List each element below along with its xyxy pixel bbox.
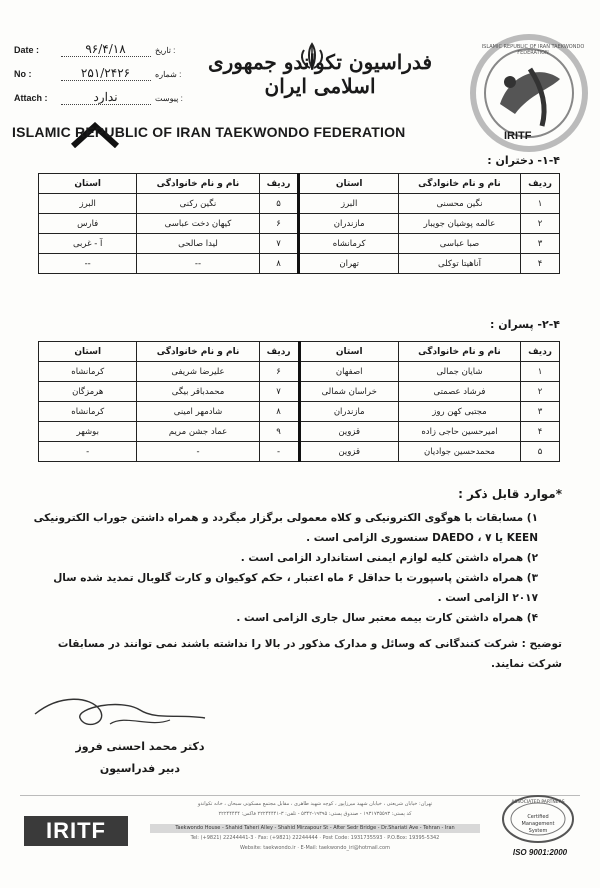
signatory-name: دکتر محمد احسنی فروز bbox=[75, 740, 205, 753]
table-cell: -- bbox=[137, 254, 259, 274]
signature-scribble-icon bbox=[30, 684, 210, 738]
note-item: ۱) مسابقات با هوگوی الکترونیکی و کلاه معمولی برگزار میگردد و همراه داشتن جوراب الکترونیکی KEEN یا DAEDO ، ۷ سنسوری الزامی است . bbox=[33, 512, 538, 544]
table-cell: خراسان شمالی bbox=[299, 382, 398, 402]
column-header: استان bbox=[299, 342, 398, 362]
footer-web-en: Website: taekwondo.ir · E-Mail: taekwondo_iri@hotmail.com bbox=[240, 845, 390, 851]
column-header: نام و نام خانوادگی bbox=[137, 174, 259, 194]
logo-caption: IRITF bbox=[504, 130, 532, 142]
table-cell: ۱ bbox=[521, 362, 560, 382]
table-cell: شادمهر امینی bbox=[137, 402, 259, 422]
table-cell: ۴ bbox=[521, 254, 560, 274]
note-item: ۲) همراه داشتن کلیه لوازم ایمنی استاندارد الزامی است . bbox=[240, 552, 538, 564]
date-label-fa: تاریخ : bbox=[155, 46, 176, 55]
table-cell: ۵ bbox=[259, 194, 299, 214]
footer-contact-en: Tel: (+9821) 22244441-3 · Fax: (+9821) 22244444 · Post Code: 1931735593 · P.O.Box: 19395-5342 bbox=[190, 835, 440, 841]
table-cell: - bbox=[259, 442, 299, 462]
cert-top-text: ASSOCIATED PARTNERS bbox=[511, 800, 565, 805]
table-cell: کرمانشاه bbox=[39, 402, 137, 422]
table-cell: هرمزگان bbox=[39, 382, 137, 402]
federation-name-en: ISLAMIC REPUBLIC OF IRAN TAEKWONDO FEDERATION bbox=[12, 124, 406, 140]
table-cell: کرمانشاه bbox=[299, 234, 398, 254]
signatory-role: دبیر فدراسیون bbox=[99, 762, 181, 775]
table-cell: کرمانشاه bbox=[39, 362, 137, 382]
note-item: ۳) همراه داشتن پاسپورت با حداقل ۶ ماه اعتبار ، حکم کوکیوان و کارت گلوبال تمدید شده سال ۲۰۱۷ الزامی است . bbox=[53, 572, 538, 604]
table-cell: - bbox=[39, 442, 137, 462]
table-cell: ۸ bbox=[259, 254, 299, 274]
table-row bbox=[39, 402, 560, 422]
federation-name-fa: فدراسیون تکواندو جمهوری اسلامی ایران bbox=[207, 50, 433, 98]
table-cell: شایان جمالی bbox=[398, 362, 520, 382]
table-row bbox=[39, 362, 560, 382]
table-row bbox=[39, 254, 560, 274]
cert-mid-text: Certified Management System bbox=[521, 814, 555, 834]
boys-table bbox=[38, 341, 560, 462]
table-cell: نگین رکنی bbox=[137, 194, 259, 214]
column-header: استان bbox=[39, 342, 137, 362]
table-cell: آ - غربی bbox=[39, 234, 137, 254]
table-cell: مجتبی کهن روز bbox=[398, 402, 520, 422]
table-cell: فرشاد عصمتی bbox=[398, 382, 520, 402]
table-cell: علیرضا شریفی bbox=[137, 362, 259, 382]
table-row bbox=[39, 234, 560, 254]
cert-iso-text: ISO 9001:2000 bbox=[512, 848, 568, 857]
table-row bbox=[39, 214, 560, 234]
table-header-row bbox=[39, 174, 560, 194]
date-row bbox=[14, 42, 175, 57]
footer-address-en: Taekwondo House - Shahid Taheri Alley - Shahid Mirzapour St - After Sedr Bridge - Dr.Shariati Ave - Tehran - Iran bbox=[150, 824, 480, 833]
table-row bbox=[39, 442, 560, 462]
table-cell: عماد جشن مریم bbox=[137, 422, 259, 442]
column-header: نام و نام خانوادگی bbox=[398, 342, 520, 362]
table-cell: بوشهر bbox=[39, 422, 137, 442]
table-cell: ۳ bbox=[521, 402, 560, 422]
girls-section-title: ۱-۴- دختران : bbox=[487, 154, 560, 167]
notes-section bbox=[32, 484, 562, 674]
table-cell: قزوین bbox=[299, 442, 398, 462]
attach-label-fa: پیوست : bbox=[155, 94, 183, 103]
column-header: استان bbox=[39, 174, 137, 194]
table-cell: ۵ bbox=[521, 442, 560, 462]
table-cell: کیهان دخت عباسی bbox=[137, 214, 259, 234]
table-cell: البرز bbox=[39, 194, 137, 214]
column-header: ردیف bbox=[259, 342, 299, 362]
table-cell: ۷ bbox=[259, 382, 299, 402]
table-cell: ۲ bbox=[521, 214, 560, 234]
number-label: No : bbox=[14, 69, 32, 79]
number-value: ۲۵۱/۲۴۲۶ bbox=[61, 66, 151, 81]
table-cell: امیرحسین حاجی زاده bbox=[398, 422, 520, 442]
boys-section-title: ۲-۴- پسران : bbox=[490, 318, 560, 331]
table-cell: ۶ bbox=[259, 214, 299, 234]
table-cell: مازندران bbox=[299, 402, 398, 422]
table-cell: نگین محسنی bbox=[398, 194, 520, 214]
table-cell: ۴ bbox=[521, 422, 560, 442]
column-header: نام و نام خانوادگی bbox=[137, 342, 259, 362]
column-header: استان bbox=[299, 174, 398, 194]
table-cell: ۹ bbox=[259, 422, 299, 442]
notes-title: *موارد قابل ذکر : bbox=[458, 487, 562, 501]
table-cell: ۸ bbox=[259, 402, 299, 422]
table-cell: لیدا صالحی bbox=[137, 234, 259, 254]
attach-row bbox=[14, 90, 183, 105]
table-header-row bbox=[39, 342, 560, 362]
attach-label: Attach : bbox=[14, 93, 48, 103]
date-label: Date : bbox=[14, 45, 40, 55]
table-cell: محمدحسین جوادیان bbox=[398, 442, 520, 462]
table-cell: آناهیتا توکلی bbox=[398, 254, 520, 274]
table-cell: ۳ bbox=[521, 234, 560, 254]
table-cell: -- bbox=[39, 254, 137, 274]
table-cell: مازندران bbox=[299, 214, 398, 234]
table-row bbox=[39, 382, 560, 402]
logo-ring-text: ISLAMIC REPUBLIC OF IRAN TAEKWONDO FEDERATION bbox=[481, 44, 585, 56]
footer-postal-fa: کد پستی: ۱۹۳۱۷۳۵۵۹۳ - صندوق پستی: ۱۹۳۹۵-۵۳۴۲ - تلفن: ۳-۲۲۲۴۴۴۴۱ فاکس: ۲۲۲۴۴۴۴۴ bbox=[218, 811, 412, 817]
number-row bbox=[14, 66, 181, 81]
table-cell: - bbox=[137, 442, 259, 462]
footer-address-fa: تهران: خیابان شریعتی ، خیابان شهید میرزاپور ، کوچه شهید طاهری ، مقابل مجتمع مسکونی سبحان ، خانه تکواندو bbox=[197, 801, 433, 807]
table-cell: ۱ bbox=[521, 194, 560, 214]
footer-logo: IRITF bbox=[24, 816, 128, 846]
attach-value: ندارد bbox=[61, 90, 151, 105]
table-cell: ۶ bbox=[259, 362, 299, 382]
girls-table bbox=[38, 173, 560, 274]
table-cell: محمدباقر بیگی bbox=[137, 382, 259, 402]
column-header: ردیف bbox=[521, 342, 560, 362]
table-cell: صبا عباسی bbox=[398, 234, 520, 254]
table-cell: ۲ bbox=[521, 382, 560, 402]
table-cell: فارس bbox=[39, 214, 137, 234]
number-label-fa: شماره : bbox=[155, 70, 182, 79]
table-cell: قزوین bbox=[299, 422, 398, 442]
notes-remark: توضیح : شرکت کنندگانی که وسائل و مدارک مذکور در بالا را نداشته باشند نمی توانند در مسابقات شرکت نمایند. bbox=[57, 638, 562, 670]
table-cell: عالمه پوشیان جویبار bbox=[398, 214, 520, 234]
footer-divider bbox=[20, 795, 580, 796]
column-header: ردیف bbox=[259, 174, 299, 194]
table-cell: تهران bbox=[299, 254, 398, 274]
date-value: ۹۶/۴/۱۸ bbox=[61, 42, 151, 57]
note-item: ۴) همراه داشتن کارت بیمه معتبر سال جاری الزامی است . bbox=[236, 612, 538, 624]
column-header: نام و نام خانوادگی bbox=[398, 174, 520, 194]
table-cell: البرز bbox=[299, 194, 398, 214]
table-row bbox=[39, 194, 560, 214]
table-cell: اصفهان bbox=[299, 362, 398, 382]
column-header: ردیف bbox=[521, 174, 560, 194]
table-cell: ۷ bbox=[259, 234, 299, 254]
table-row bbox=[39, 422, 560, 442]
